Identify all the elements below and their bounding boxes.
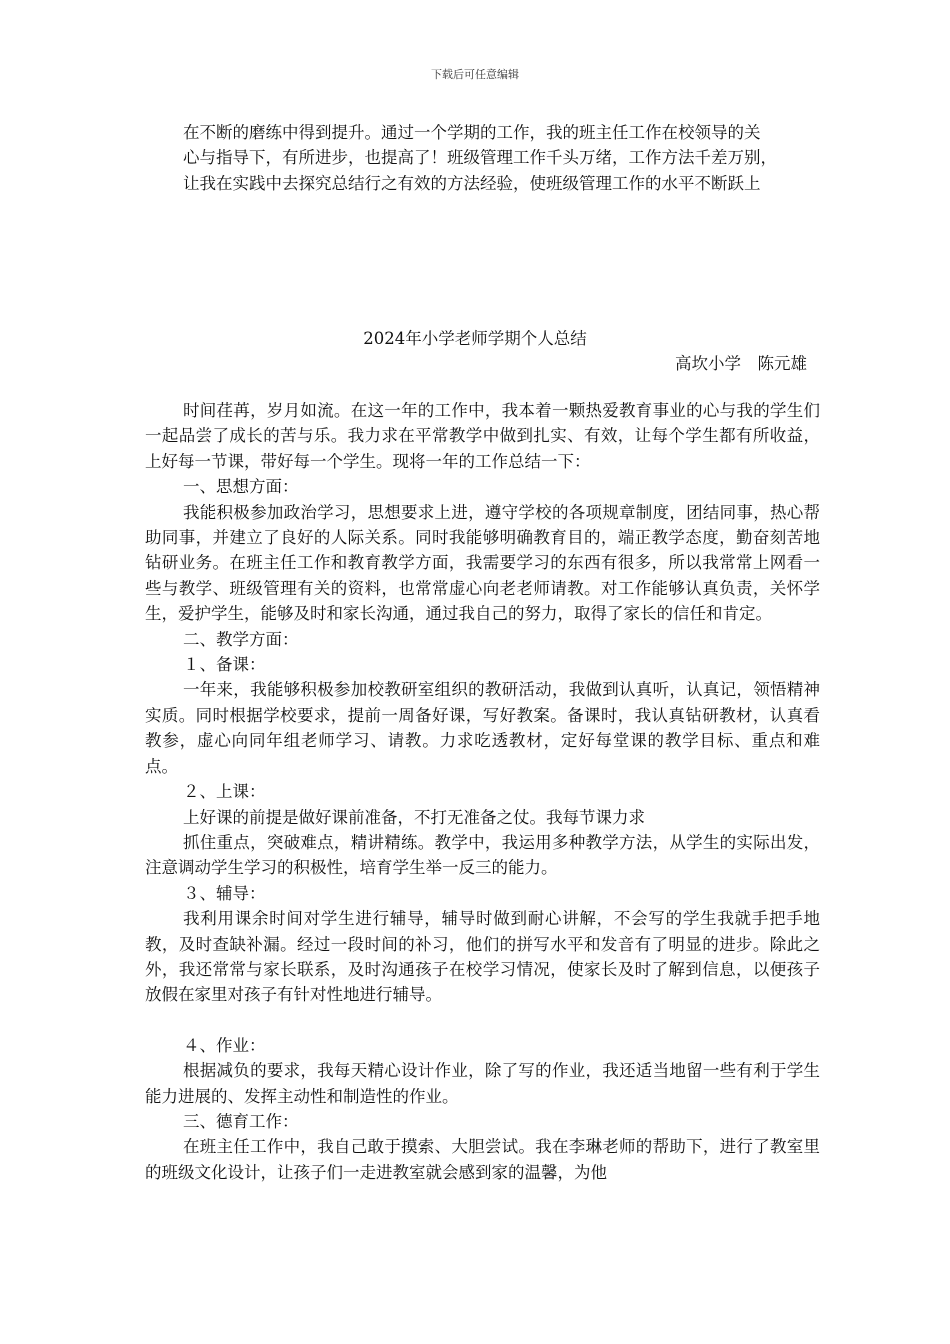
subsection-heading: ３、辅导： [183,883,266,903]
section-heading: 一、思想方面： [183,477,299,497]
section-heading: 二、教学方面： [183,629,299,649]
intro-section [145,120,820,196]
paragraph: 根据减负的要求，我每天精心设计作业，除了写的作业，我还适当地留一些有利于学生能力进展的、发挥主动性和制造性的作业。 [145,1061,820,1106]
subsection-heading: ２、上课： [183,782,266,802]
paragraph: 我能积极参加政治学习，思想要求上进，遵守学校的各项规章制度，团结同事，热心帮助同事，并建立了良好的人际关系。同时我能够明确教育目的，端正教学态度，勤奋刻苦地钻研业务。在班主任工作和教育教学方面，我需要学习的东西有很多，所以我常常上网看一些与教学、班级管理有关的资料，也常常虚心向老老师请教。对工作能够认真负责，关怀学生，爱护学生，能够及时和家长沟通，通过我自己的努力，取得了家长的信任和肯定。 [145,502,820,624]
paragraph: 抓住重点，突破难点，精讲精练。教学中，我运用多种教学方法，从学生的实际出发，注意调动学生学习的积极性，培育学生举一反三的能力。 [145,832,820,878]
page-header: 下载后可任意编辑 [431,68,519,81]
paragraph: 上好课的前提是做好课前准备，不打无准备之仗。我每节课力求 [183,807,645,827]
author-line: 高坎小学 陈元雄 [675,354,807,373]
paragraph: 在班主任工作中，我自己敢于摸索、大胆尝试。我在李琳老师的帮助下，进行了教室里的班级文化设计，让孩子们一走进教室就会感到家的温馨，为他 [145,1137,820,1182]
paragraph: 我利用课余时间对学生进行辅导，辅导时做到耐心讲解，不会写的学生我就手把手地教，及时查缺补漏。经过一段时间的补习，他们的拼写水平和发音有了明显的进步。除此之外，我还常常与家长联系，及时沟通孩子在校学习情况，使家长及时了解到信息，以便孩子放假在家里对孩子有针对性地进行辅导。 [145,909,820,1005]
section-heading: 三、德育工作： [183,1111,299,1131]
subsection-heading: １、备课： [183,655,266,675]
paragraph: 一年来，我能够积极参加校教研室组织的教研活动，我做到认真听，认真记，领悟精神实质。同时根据学校要求，提前一周备好课，写好教案。备课时，我认真钻研教材，认真看教参，虚心向同年组老师学习、请教。力求吃透教材，定好每堂课的教学目标、重点和难点。 [145,680,820,776]
subsection-heading: ４、作业： [183,1035,266,1055]
body-section [145,398,820,1185]
paragraph: 时间荏苒，岁月如流。在这一年的工作中，我本着一颗热爱教育事业的心与我的学生们一起品尝了成长的苦与乐。我力求在平常教学中做到扎实、有效，让每个学生都有所收益，上好每一节课，带好每一个学生。现将一年的工作总结一下： [145,401,820,471]
intro-line: 让我在实践中去探究总结行之有效的方法经验，使班级管理工作的水平不断跃上 [183,173,761,193]
document-title: 2024年小学老师学期个人总结 [363,329,587,348]
spacer [145,1008,820,1033]
intro-line: 在不断的磨练中得到提升。通过一个学期的工作，我的班主任工作在校领导的关 [183,123,761,142]
intro-line: 心与指导下，有所进步，也提高了！班级管理工作千头万绪，工作方法千差万别， [183,148,777,168]
